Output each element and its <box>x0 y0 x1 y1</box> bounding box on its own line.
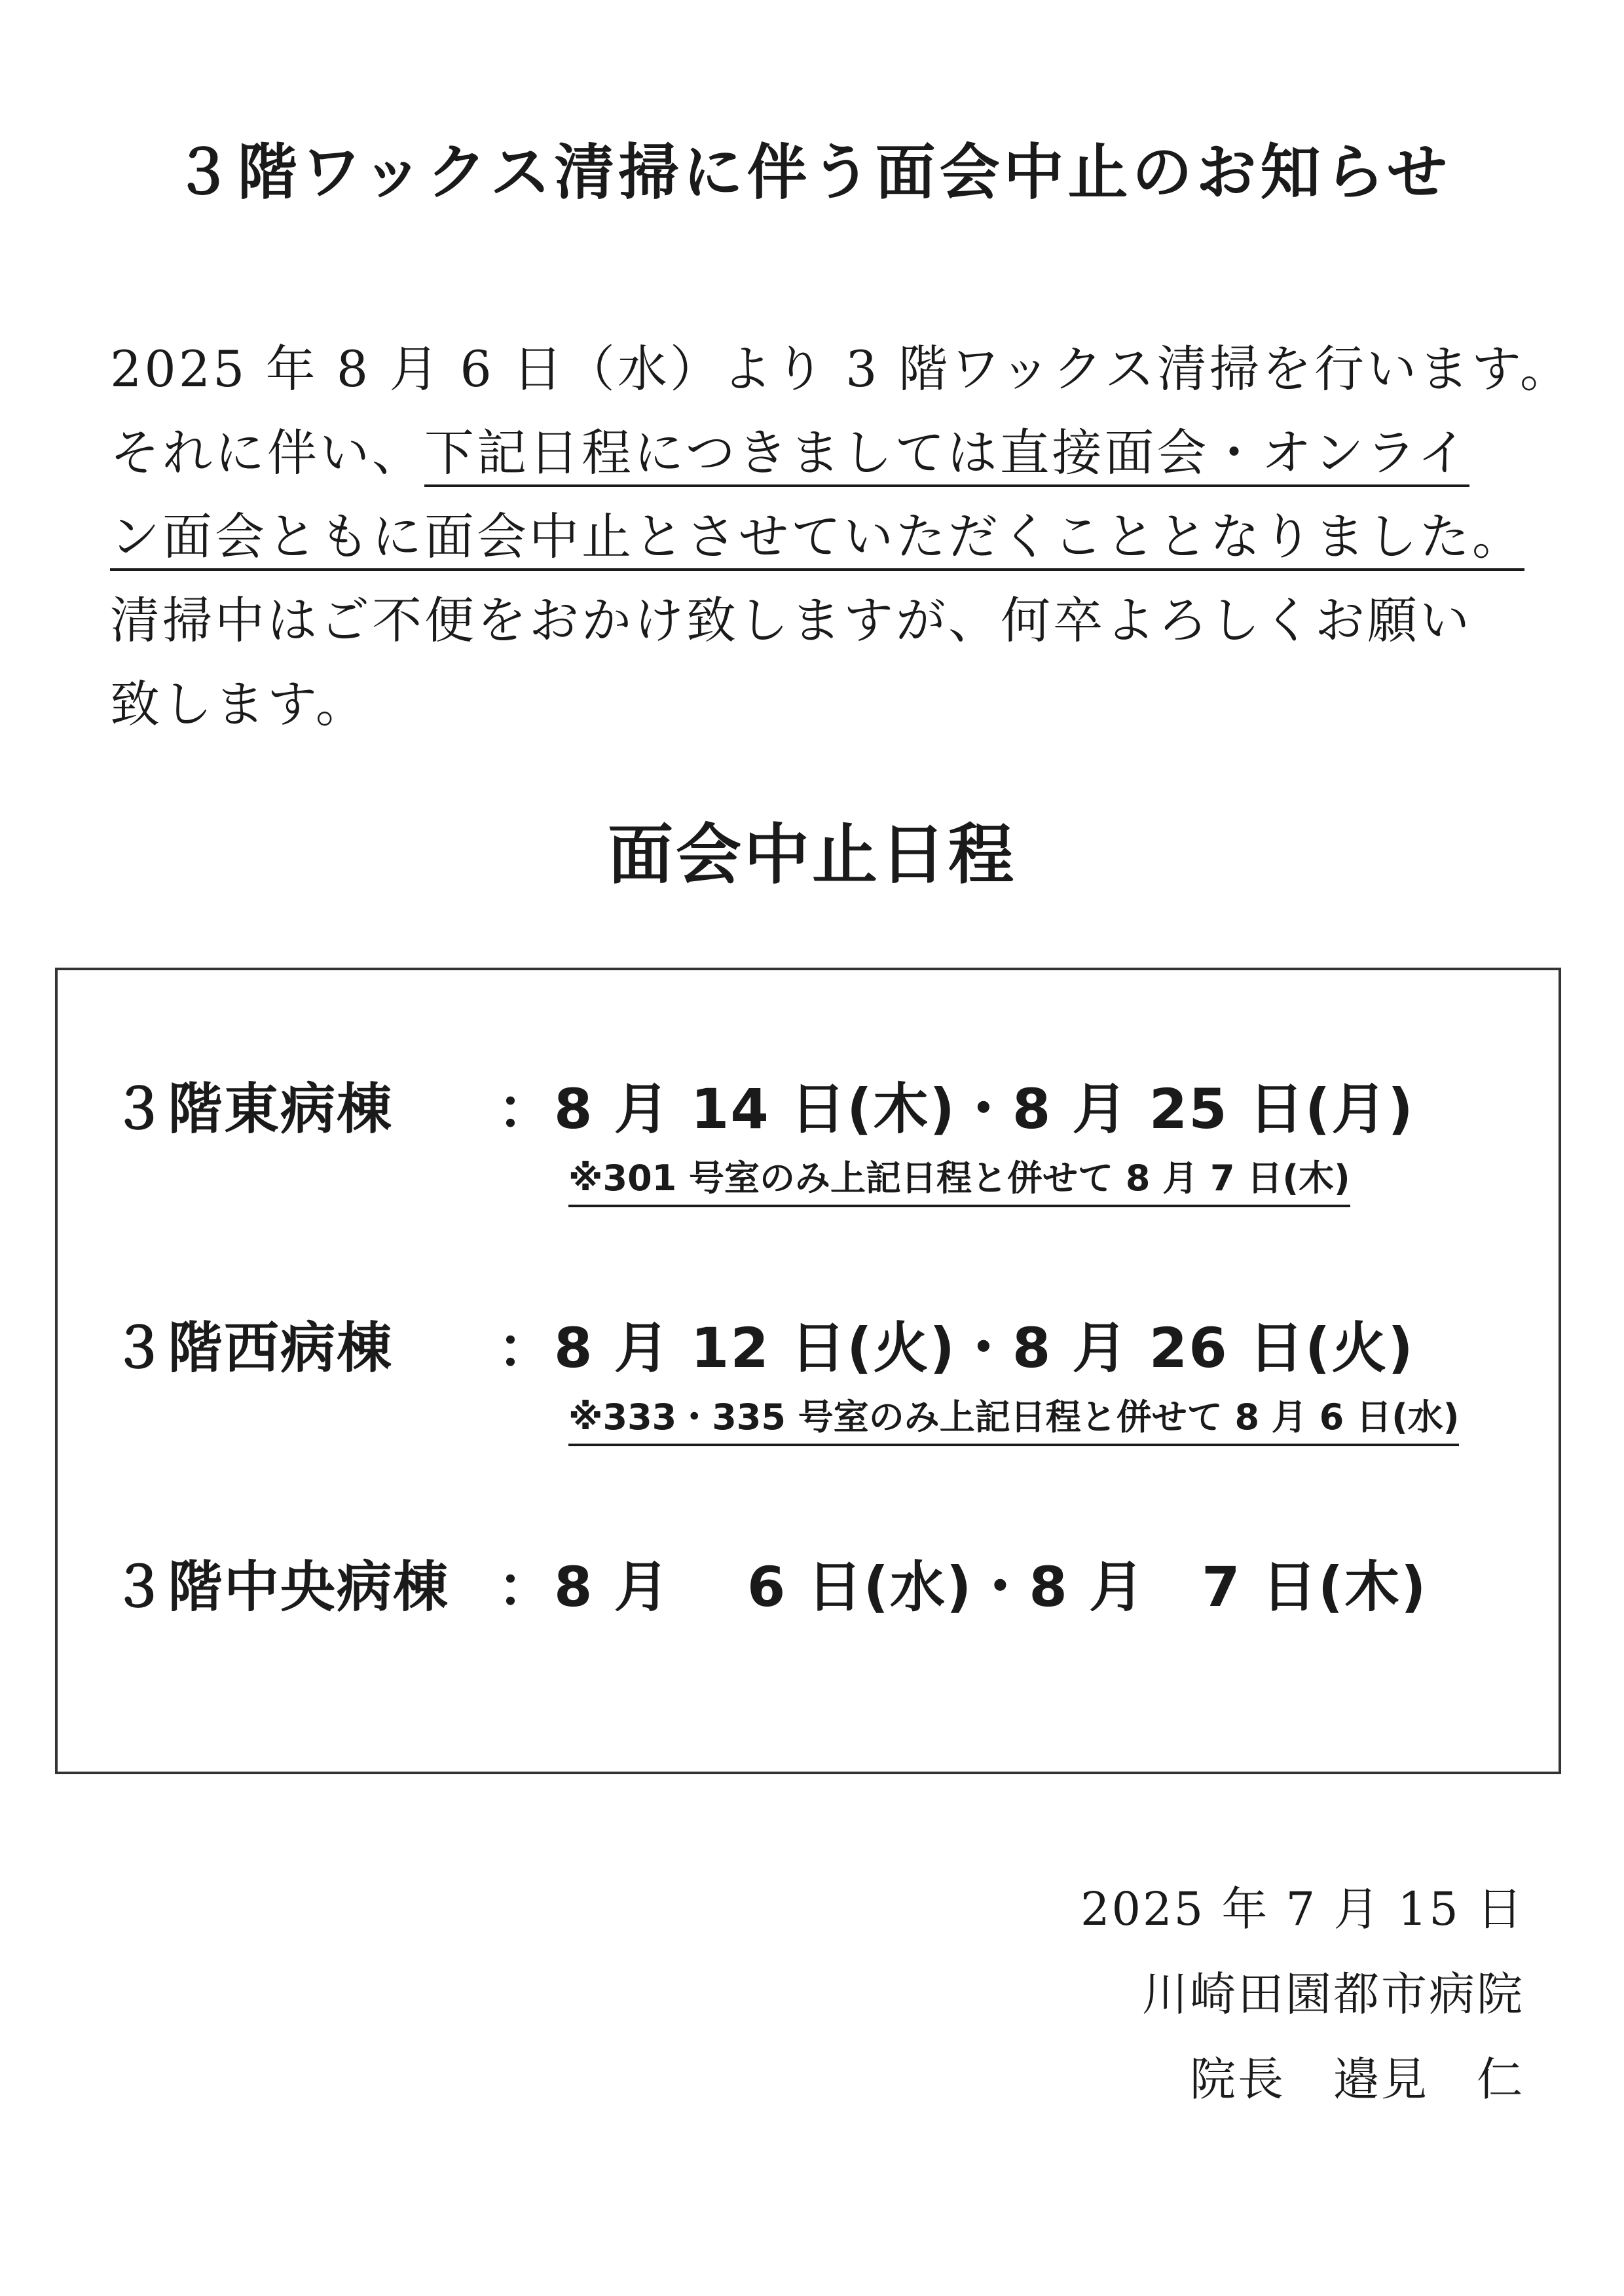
body-line-4-text: 清掃中はご不便をおかけ致しますが、何卒よろしくお願い <box>110 591 1472 649</box>
body-line-4 <box>110 579 1538 663</box>
signatory: 院長 邉見 仁 <box>1190 2052 1524 2106</box>
body-line-3-underlined: ン面会ともに面会中止とさせていただくこととなりました。 <box>110 507 1524 571</box>
body-line-1 <box>110 327 1572 411</box>
issue-date: 2025 年 7 月 15 日 <box>1080 1882 1524 1936</box>
ward-dates-west: ：8 月 12 日(火)・8 月 26 日(火) <box>498 1316 1414 1380</box>
body-line-2-underlined: 下記日程につきましては直接面会・オンライ <box>424 424 1469 487</box>
notice-title: ３階ワックス清掃に伴う面会中止のお知らせ <box>173 137 1451 208</box>
body-line-1-text: 2025 年 8 月 6 日（水）より 3 階ワックス清掃を行います。 <box>110 340 1572 398</box>
body-line-5-text: 致します。 <box>110 675 368 733</box>
body-line-2 <box>110 411 1538 495</box>
hospital-name: 川崎田園都市病院 <box>1142 1967 1524 2021</box>
schedule-box <box>55 968 1561 1774</box>
ward-dates-east: ：8 月 14 日(木)・8 月 25 日(月) <box>498 1077 1414 1141</box>
ward-dates-central: ：8 月 6 日(水)・8 月 7 日(木) <box>498 1555 1428 1619</box>
body-line-3 <box>110 495 1538 579</box>
body-line-5 <box>110 663 1538 746</box>
notice-body <box>110 327 1572 746</box>
ward-note-west: ※333・335 号室のみ上記日程と併せて 8 月 6 日(水) <box>568 1389 1459 1446</box>
schedule-heading: 面会中止日程 <box>608 816 1016 893</box>
ward-name-west: ３階西病棟 <box>111 1316 394 1380</box>
ward-name-central: ３階中央病棟 <box>111 1555 450 1619</box>
ward-row-central <box>111 1543 1428 1622</box>
ward-row-east <box>111 1065 1414 1144</box>
ward-note-east: ※301 号室のみ上記日程と併せて 8 月 7 日(木) <box>568 1150 1350 1207</box>
ward-name-east: ３階東病棟 <box>111 1077 394 1141</box>
ward-row-west <box>111 1304 1414 1383</box>
body-line-2-text: それに伴い、 <box>110 424 424 482</box>
